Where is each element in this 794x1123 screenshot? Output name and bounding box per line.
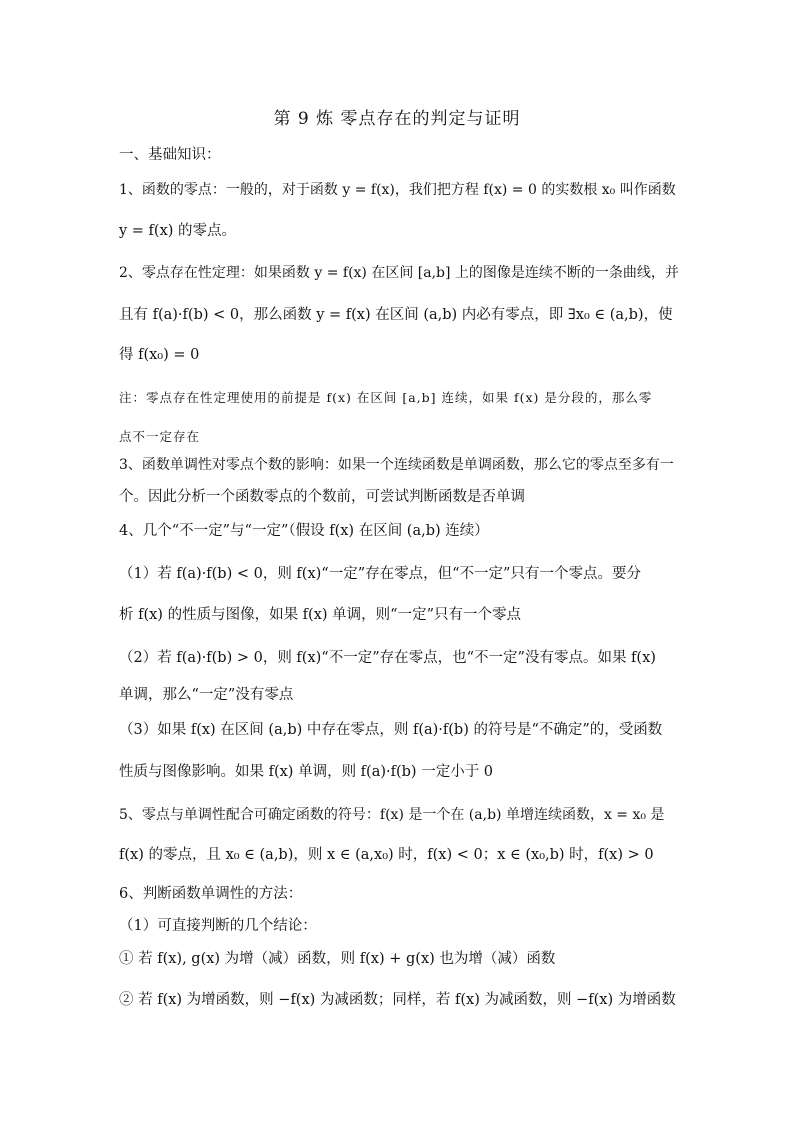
text-line: ① 若 f(x), g(x) 为增（减）函数，则 f(x) + g(x) 也为增（减）函数 [119, 951, 556, 967]
text-line: 5、零点与单调性配合可确定函数的符号：f(x) 是一个在 (a,b) 单增连续函数，x = x₀ 是 [119, 807, 665, 823]
text-line: 6、判断函数单调性的方法： [119, 886, 303, 902]
text-line: y = f(x) 的零点。 [119, 223, 237, 239]
section-heading: 一、基础知识： [119, 147, 221, 163]
note-line: 点不一定存在 [119, 429, 201, 444]
page-title: 第 9 炼 零点存在的判定与证明 [273, 109, 521, 129]
text-line: 得 f(x₀) = 0 [119, 347, 200, 363]
text-line: 4、几个“不一定”与“一定”（假设 f(x) 在区间 (a,b) 连续） [119, 523, 489, 539]
text-line: 3、函数单调性对零点个数的影响：如果一个连续函数是单调函数，那么它的零点至多有一 [119, 457, 674, 473]
text-line: 个。因此分析一个函数零点的个数前，可尝试判断函数是否单调 [119, 489, 525, 505]
text-line: 1、函数的零点：一般的，对于函数 y = f(x)，我们把方程 f(x) = 0 的实数根 x₀ 叫作函数 [119, 182, 676, 198]
text-line: f(x) 的零点，且 x₀ ∈ (a,b)，则 x ∈ (a,x₀) 时，f(x) < 0；x ∈ (x₀,b) 时，f(x) > 0 [119, 847, 654, 863]
text-line: 且有 f(a)·f(b) < 0，那么函数 y = f(x) 在区间 (a,b) 内必有零点，即 ∃x₀ ∈ (a,b)，使 [119, 307, 673, 323]
text-line: 2、零点存在性定理：如果函数 y = f(x) 在区间 [a,b] 上的图像是连续不断的一条曲线，并 [119, 265, 679, 281]
text-line: （1）若 f(a)·f(b) < 0，则 f(x)“一定”存在零点，但“不一定”只有一个零点。要分 [119, 566, 641, 582]
text-line: 析 f(x) 的性质与图像，如果 f(x) 单调，则“一定”只有一个零点 [119, 607, 521, 623]
text-line: （3）如果 f(x) 在区间 (a,b) 中存在零点，则 f(a)·f(b) 的符号是“不确定”的，受函数 [119, 722, 663, 738]
text-line: （1）可直接判断的几个结论： [119, 918, 317, 934]
text-line: （2）若 f(a)·f(b) > 0，则 f(x)“不一定”存在零点，也“不一定”没有零点。如果 f(x) [119, 650, 656, 666]
text-line: 性质与图像影响。如果 f(x) 单调，则 f(a)·f(b) 一定小于 0 [119, 764, 494, 780]
text-line: ② 若 f(x) 为增函数，则 −f(x) 为减函数；同样，若 f(x) 为减函数，则 −f(x) 为增函数 [119, 992, 676, 1008]
text-line: 单调，那么“一定”没有零点 [119, 687, 294, 703]
note-line: 注：零点存在性定理使用的前提是 f(x) 在区间 [a,b] 连续，如果 f(x) 是分段的，那么零 [119, 390, 653, 405]
